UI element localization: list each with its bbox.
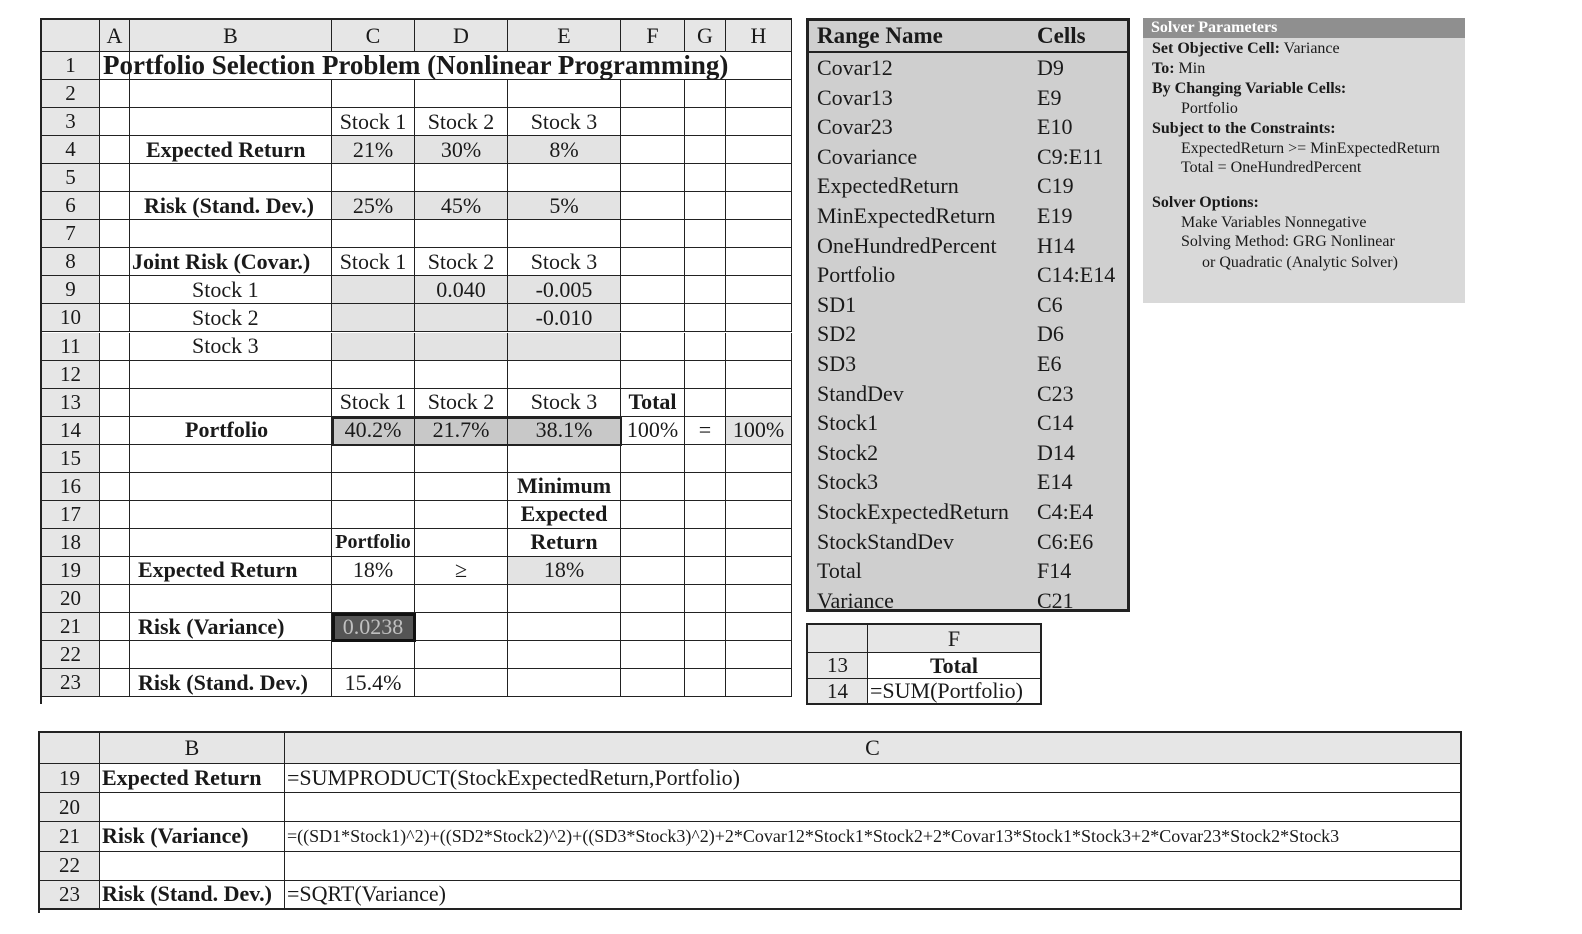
cell-H20[interactable] [726, 585, 792, 613]
cell-D12[interactable] [415, 361, 508, 389]
covar-c10[interactable] [332, 304, 415, 332]
cell-A11[interactable] [100, 333, 130, 361]
row-header-17[interactable]: 17 [42, 501, 100, 529]
expected-return-label: Expected Return [130, 136, 332, 164]
cell-A5[interactable] [100, 164, 130, 192]
range-name-total: Total [817, 558, 862, 584]
formula-label-19: Expected Return [100, 764, 285, 793]
formula-cell-21[interactable]: =((SD1*Stock1)^2)+((SD2*Stock2)^2)+((SD3*Stock3)^2)+2*Covar12*Stock1*Stock2+2*Covar13*Stock1*Stock3+2*Covar23*Stock2*Stock3 [285, 822, 1462, 851]
covar-row-stock-2: Stock 2 [130, 304, 332, 332]
cell-A12[interactable] [100, 361, 130, 389]
cell-F2[interactable] [621, 80, 685, 108]
cell-C22[interactable] [332, 641, 415, 669]
covar-e11[interactable] [508, 333, 621, 361]
cell-D2[interactable] [415, 80, 508, 108]
cell-D22[interactable] [415, 641, 508, 669]
formula-row-22[interactable]: 22 [40, 852, 100, 881]
cell-H6[interactable] [726, 192, 792, 220]
row-header-16[interactable]: 16 [42, 473, 100, 501]
stand-dev-label: Risk (Stand. Dev.) [130, 669, 332, 697]
row-header-23[interactable]: 23 [42, 669, 100, 697]
portfolio-header-stock-1[interactable]: Stock 1 [332, 389, 415, 417]
cell-C15[interactable] [332, 445, 415, 473]
expected-return-stock-2[interactable]: 30% [415, 136, 508, 164]
row-header-21[interactable]: 21 [42, 613, 100, 641]
min-header-line-1: Minimum [508, 473, 621, 501]
column-header-H[interactable]: H [726, 20, 792, 52]
column-header-B[interactable]: B [130, 20, 332, 52]
objective-value: Variance [1283, 40, 1340, 57]
covar-c9[interactable] [332, 276, 415, 304]
sd-stock-1[interactable]: 25% [332, 192, 415, 220]
cell-F21[interactable] [621, 613, 685, 641]
sd-stock-3[interactable]: 5% [508, 192, 621, 220]
risk-sd-label: Risk (Stand. Dev.) [130, 192, 332, 220]
cell-H15[interactable] [726, 445, 792, 473]
range-cells-standdev: C23 [1037, 380, 1074, 406]
cell-G21[interactable] [685, 613, 726, 641]
cell-D18[interactable] [415, 529, 508, 557]
cell-B17[interactable] [130, 501, 332, 529]
row-header-22[interactable]: 22 [42, 641, 100, 669]
portfolio-stock-3[interactable]: 38.1% [508, 417, 621, 445]
cell-E2[interactable] [508, 80, 621, 108]
cell-G13[interactable] [685, 389, 726, 417]
row-header-12[interactable]: 12 [42, 361, 100, 389]
portfolio-col-label: Portfolio [332, 529, 415, 557]
range-name-sd2: SD2 [817, 321, 857, 347]
stock-1-header[interactable]: Stock 1 [332, 108, 415, 136]
cell-F22[interactable] [621, 641, 685, 669]
cell-B5[interactable] [130, 164, 332, 192]
formula-grid [38, 731, 1462, 913]
cell-H3[interactable] [726, 108, 792, 136]
cell-B22[interactable] [130, 641, 332, 669]
range-name-header-label: Range Name [817, 23, 943, 48]
stand-dev-cell[interactable]: 15.4% [332, 669, 415, 697]
changing-cells-label: By Changing Variable Cells: [1152, 80, 1347, 97]
covar-d10[interactable] [415, 304, 508, 332]
range-name-header [809, 21, 1127, 53]
cell-A22[interactable] [100, 641, 130, 669]
range-cells-stockexpectedreturn: C4:E4 [1037, 499, 1094, 524]
cell-C12[interactable] [332, 361, 415, 389]
cell-A15[interactable] [100, 445, 130, 473]
formula-cell-23[interactable]: =SQRT(Variance) [285, 881, 1462, 910]
cell-G4[interactable] [685, 136, 726, 164]
fbox-formula[interactable]: =SUM(Portfolio) [868, 679, 1042, 705]
cell-A20[interactable] [100, 585, 130, 613]
solver-parameters-panel [1143, 18, 1465, 303]
cell-A19[interactable] [100, 557, 130, 585]
cell-H4[interactable] [726, 136, 792, 164]
cell-H2[interactable] [726, 80, 792, 108]
cell-G12[interactable] [685, 361, 726, 389]
cell-F12[interactable] [621, 361, 685, 389]
range-name-portfolio: Portfolio [817, 262, 896, 288]
covar12-cell[interactable]: 0.040 [415, 276, 508, 304]
cell-G23[interactable] [685, 669, 726, 697]
cell-D20[interactable] [415, 585, 508, 613]
range-name-stock3: Stock3 [817, 469, 879, 495]
range-cells-header-label: Cells [1037, 23, 1086, 48]
cell-C5[interactable] [332, 164, 415, 192]
range-name-sd1: SD1 [817, 291, 857, 317]
range-cells-sd1: C6 [1037, 291, 1063, 317]
cell-B15[interactable] [130, 445, 332, 473]
cell-H21[interactable] [726, 613, 792, 641]
row-header-6[interactable]: 6 [42, 192, 100, 220]
cell-A18[interactable] [100, 529, 130, 557]
cell-G3[interactable] [685, 108, 726, 136]
cell-B16[interactable] [130, 473, 332, 501]
fbox-total-header[interactable]: Total [868, 653, 1042, 679]
range-name-stock1: Stock1 [817, 410, 879, 436]
cell-E20[interactable] [508, 585, 621, 613]
cell-C20[interactable] [332, 585, 415, 613]
cell-G16[interactable] [685, 473, 726, 501]
cell-D23[interactable] [415, 669, 508, 697]
range-cells-onehundredpercent: H14 [1037, 232, 1075, 258]
range-cells-stock1: C14 [1037, 410, 1074, 436]
to-value: Min [1178, 60, 1206, 77]
range-cells-covar23: E10 [1037, 114, 1073, 140]
formula-cell-22[interactable] [285, 852, 1462, 881]
row-header-11[interactable]: 11 [42, 333, 100, 361]
cell-G20[interactable] [685, 585, 726, 613]
cell-H22[interactable] [726, 641, 792, 669]
row-header-15[interactable]: 15 [42, 445, 100, 473]
covar-header-stock-2[interactable]: Stock 2 [415, 248, 508, 276]
cell-F3[interactable] [621, 108, 685, 136]
formula-label-21: Risk (Variance) [100, 822, 285, 851]
formula-table [38, 731, 1462, 913]
cell-H10[interactable] [726, 304, 792, 332]
portfolio-stock-2[interactable]: 21.7% [415, 417, 508, 445]
cell-D7[interactable] [415, 220, 508, 248]
option-1: Make Variables Nonnegative [1181, 214, 1367, 231]
formula-label-22 [100, 852, 285, 881]
cell-H18[interactable] [726, 529, 792, 557]
formula-row-19[interactable]: 19 [40, 764, 100, 793]
cell-A7[interactable] [100, 220, 130, 248]
covar-d11[interactable] [415, 333, 508, 361]
formula-cell-20[interactable] [285, 793, 1462, 822]
row-header-1[interactable]: 1 [42, 52, 100, 80]
row-header-5[interactable]: 5 [42, 164, 100, 192]
cell-F8[interactable] [621, 248, 685, 276]
cell-G19[interactable] [685, 557, 726, 585]
cell-A8[interactable] [100, 248, 130, 276]
expected-return-stock-1[interactable]: 21% [332, 136, 415, 164]
min-expected-return-cell[interactable]: 18% [508, 557, 621, 585]
column-header-G[interactable]: G [685, 20, 726, 52]
range-cells-stock2: D14 [1037, 439, 1075, 465]
cell-F11[interactable] [621, 333, 685, 361]
cell-G9[interactable] [685, 276, 726, 304]
expected-return-total-label: Expected Return [130, 557, 332, 585]
cell-A6[interactable] [100, 192, 130, 220]
range-name-stockstanddev: StockStandDev [817, 528, 954, 554]
row-header-2[interactable]: 2 [42, 80, 100, 108]
cell-G22[interactable] [685, 641, 726, 669]
portfolio-total[interactable]: 100% [621, 417, 685, 445]
row-header-9[interactable]: 9 [42, 276, 100, 304]
variance-label: Risk (Variance) [130, 613, 332, 641]
solver-objective [1152, 40, 1340, 58]
total-formula-grid [806, 623, 1042, 705]
cell-A2[interactable] [100, 80, 130, 108]
cell-B3[interactable] [130, 108, 332, 136]
cell-A13[interactable] [100, 389, 130, 417]
cell-E7[interactable] [508, 220, 621, 248]
row-header-18[interactable]: 18 [42, 529, 100, 557]
range-name-variance: Variance [817, 587, 894, 613]
cell-D21[interactable] [415, 613, 508, 641]
cell-F4[interactable] [621, 136, 685, 164]
cell-F20[interactable] [621, 585, 685, 613]
range-name-stockexpectedreturn: StockExpectedReturn [817, 499, 1009, 524]
cell-E12[interactable] [508, 361, 621, 389]
objective-label: Set Objective Cell: [1152, 40, 1280, 57]
row-header-7[interactable]: 7 [42, 220, 100, 248]
cell-E23[interactable] [508, 669, 621, 697]
cell-H11[interactable] [726, 333, 792, 361]
cell-F17[interactable] [621, 501, 685, 529]
cell-A14[interactable] [100, 417, 130, 445]
cell-F15[interactable] [621, 445, 685, 473]
cell-B12[interactable] [130, 361, 332, 389]
cell-G2[interactable] [685, 80, 726, 108]
expected-return-cell[interactable]: 18% [332, 557, 415, 585]
options-label: Solver Options: [1152, 194, 1259, 211]
column-header-C[interactable]: C [332, 20, 415, 52]
cell-C2[interactable] [332, 80, 415, 108]
range-name-sd3: SD3 [817, 351, 857, 376]
cell-H7[interactable] [726, 220, 792, 248]
cell-E5[interactable] [508, 164, 621, 192]
constraints-label: Subject to the Constraints: [1152, 120, 1336, 137]
cell-G15[interactable] [685, 445, 726, 473]
covar-header-stock-3[interactable]: Stock 3 [508, 248, 621, 276]
row-header-14[interactable]: 14 [42, 417, 100, 445]
portfolio-label: Portfolio [130, 417, 332, 445]
min-header-line-3: Return [508, 529, 621, 557]
row-header-8[interactable]: 8 [42, 248, 100, 276]
range-cells-variance: C21 [1037, 587, 1074, 613]
cell-F19[interactable] [621, 557, 685, 585]
solver-title: Solver Parameters [1143, 18, 1465, 38]
cell-C17[interactable] [332, 501, 415, 529]
fbox-corner [808, 625, 868, 653]
row-header-20[interactable]: 20 [42, 585, 100, 613]
stock-3-header[interactable]: Stock 3 [508, 108, 621, 136]
row-header-13[interactable]: 13 [42, 389, 100, 417]
spreadsheet-grid [40, 18, 792, 704]
fbox-row-13[interactable]: 13 [808, 653, 868, 679]
range-cells-portfolio: C14:E14 [1037, 262, 1116, 288]
formula-column-header-B[interactable]: B [100, 733, 285, 764]
range-name-minexpectedreturn: MinExpectedReturn [817, 203, 996, 228]
formula-label-23: Risk (Stand. Dev.) [100, 881, 285, 910]
cell-H13[interactable] [726, 389, 792, 417]
sd-stock-2[interactable]: 45% [415, 192, 508, 220]
constraint-1: ExpectedReturn >= MinExpectedReturn [1181, 140, 1440, 157]
covar-row-stock-1: Stock 1 [130, 276, 332, 304]
cell-H23[interactable] [726, 669, 792, 697]
cell-E22[interactable] [508, 641, 621, 669]
min-header-line-2: Expected [508, 501, 621, 529]
sheet-title: Portfolio Selection Problem (Nonlinear Programming) [100, 52, 792, 80]
joint-risk-label: Joint Risk (Covar.) [130, 248, 332, 276]
range-name-covar13: Covar13 [817, 84, 893, 110]
cell-H9[interactable] [726, 276, 792, 304]
cell-H8[interactable] [726, 248, 792, 276]
covar13-cell[interactable]: -0.005 [508, 276, 621, 304]
cell-A17[interactable] [100, 501, 130, 529]
formula-cell-19[interactable]: =SUMPRODUCT(StockExpectedReturn,Portfolio) [285, 764, 1462, 793]
column-header-F[interactable]: F [621, 20, 685, 52]
cell-C16[interactable] [332, 473, 415, 501]
range-cells-total: F14 [1037, 558, 1072, 584]
range-cells-sd3: E6 [1037, 351, 1062, 376]
cell-F7[interactable] [621, 220, 685, 248]
total-header[interactable]: Total [621, 389, 685, 417]
formula-row-20[interactable]: 20 [40, 793, 100, 822]
cell-H17[interactable] [726, 501, 792, 529]
range-name-covariance: Covariance [817, 143, 918, 169]
cell-D17[interactable] [415, 501, 508, 529]
cell-F10[interactable] [621, 304, 685, 332]
one-hundred-percent[interactable]: 100% [726, 417, 792, 445]
cell-D15[interactable] [415, 445, 508, 473]
fbox-row-14[interactable]: 14 [808, 679, 868, 705]
formula-row-21[interactable]: 21 [40, 822, 100, 851]
cell-A21[interactable] [100, 613, 130, 641]
to-label: To: [1152, 60, 1175, 77]
range-cells-covariance: C9:E11 [1037, 143, 1104, 169]
row-header-19[interactable]: 19 [42, 557, 100, 585]
cell-B7[interactable] [130, 220, 332, 248]
cell-F5[interactable] [621, 164, 685, 192]
range-name-standdev: StandDev [817, 380, 904, 406]
portfolio-spreadsheet [40, 18, 792, 704]
total-formula-box [806, 623, 1042, 705]
cell-G11[interactable] [685, 333, 726, 361]
cell-F16[interactable] [621, 473, 685, 501]
stock-2-header[interactable]: Stock 2 [415, 108, 508, 136]
range-name-covar23: Covar23 [817, 114, 893, 140]
cell-G5[interactable] [685, 164, 726, 192]
cell-A9[interactable] [100, 276, 130, 304]
range-name-onehundredpercent: OneHundredPercent [817, 232, 997, 258]
cell-G8[interactable] [685, 248, 726, 276]
covar-c11[interactable] [332, 333, 415, 361]
cell-A3[interactable] [100, 108, 130, 136]
cell-F9[interactable] [621, 276, 685, 304]
range-cells-covar12: D9 [1037, 55, 1064, 80]
cell-E15[interactable] [508, 445, 621, 473]
formula-label-20 [100, 793, 285, 822]
corner-cell [42, 20, 100, 52]
row-header-3[interactable]: 3 [42, 108, 100, 136]
constraint-2: Total = OneHundredPercent [1181, 159, 1362, 176]
option-3: or Quadratic (Analytic Solver) [1202, 254, 1398, 271]
changing-cells-value: Portfolio [1181, 100, 1238, 117]
range-cells-minexpectedreturn: E19 [1037, 203, 1073, 228]
cell-B2[interactable] [130, 80, 332, 108]
covar23-cell[interactable]: -0.010 [508, 304, 621, 332]
cell-H12[interactable] [726, 361, 792, 389]
cell-B20[interactable] [130, 585, 332, 613]
variance-cell[interactable]: 0.0238 [332, 613, 415, 641]
formula-corner [40, 733, 100, 764]
portfolio-stock-1[interactable]: 40.2% [332, 417, 415, 445]
range-cells-stockstanddev: C6:E6 [1037, 528, 1094, 554]
portfolio-header-stock-3[interactable]: Stock 3 [508, 389, 621, 417]
cell-G7[interactable] [685, 220, 726, 248]
row-header-10[interactable]: 10 [42, 304, 100, 332]
cell-B13[interactable] [130, 389, 332, 417]
gte-sign: ≥ [415, 557, 508, 585]
equals-sign: = [685, 417, 726, 445]
cell-F18[interactable] [621, 529, 685, 557]
expected-return-stock-3[interactable]: 8% [508, 136, 621, 164]
cell-F6[interactable] [621, 192, 685, 220]
range-name-expectedreturn: ExpectedReturn [817, 173, 959, 199]
column-header-E[interactable]: E [508, 20, 621, 52]
cell-D16[interactable] [415, 473, 508, 501]
range-cells-sd2: D6 [1037, 321, 1064, 347]
range-name-stock2: Stock2 [817, 439, 879, 465]
fbox-column-header[interactable]: F [868, 625, 1042, 653]
cell-D5[interactable] [415, 164, 508, 192]
range-name-covar12: Covar12 [817, 55, 893, 80]
cell-H5[interactable] [726, 164, 792, 192]
range-cells-stock3: E14 [1037, 469, 1073, 495]
cell-E21[interactable] [508, 613, 621, 641]
cell-A10[interactable] [100, 304, 130, 332]
cell-H19[interactable] [726, 557, 792, 585]
cell-G18[interactable] [685, 529, 726, 557]
range-cells-covar13: E9 [1037, 84, 1062, 110]
cell-G17[interactable] [685, 501, 726, 529]
range-cells-expectedreturn: C19 [1037, 173, 1074, 199]
cell-A23[interactable] [100, 669, 130, 697]
cell-C7[interactable] [332, 220, 415, 248]
cell-B18[interactable] [130, 529, 332, 557]
cell-A4[interactable] [100, 136, 130, 164]
cell-A16[interactable] [100, 473, 130, 501]
portfolio-header-stock-2[interactable]: Stock 2 [415, 389, 508, 417]
solver-to [1152, 60, 1205, 78]
column-header-D[interactable]: D [415, 20, 508, 52]
formula-column-header-C[interactable]: C [285, 733, 1462, 764]
cell-H16[interactable] [726, 473, 792, 501]
covar-row-stock-3: Stock 3 [130, 333, 332, 361]
option-2: Solving Method: GRG Nonlinear [1181, 233, 1395, 250]
cell-G10[interactable] [685, 304, 726, 332]
formula-row-23[interactable]: 23 [40, 881, 100, 910]
range-name-table [806, 18, 1130, 612]
cell-G6[interactable] [685, 192, 726, 220]
column-header-A[interactable]: A [100, 20, 130, 52]
covar-header-stock-1[interactable]: Stock 1 [332, 248, 415, 276]
cell-F23[interactable] [621, 669, 685, 697]
row-header-4[interactable]: 4 [42, 136, 100, 164]
